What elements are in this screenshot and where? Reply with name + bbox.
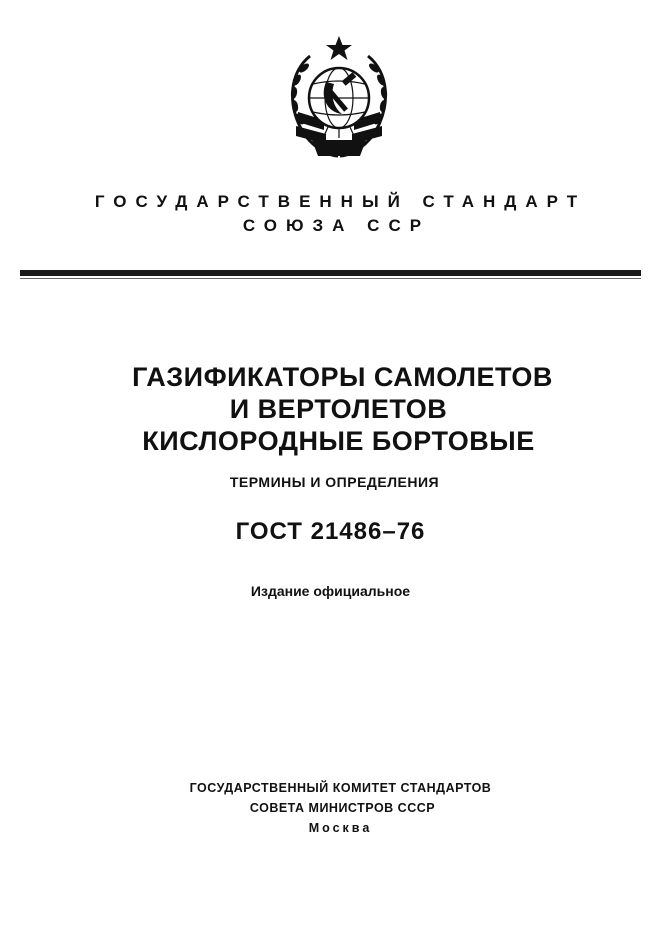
header-divider [20, 270, 641, 276]
standard-header-line2: СОЮЗА ССР [242, 216, 431, 235]
document-title-line3: КИСЛОРОДНЫЕ БОРТОВЫЕ [142, 426, 535, 456]
edition-label: Издание официальное [250, 583, 411, 599]
standard-header-line1: ГОСУДАРСТВЕННЫЙ СТАНДАРТ [94, 192, 587, 211]
standard-number: ГОСТ 21486–76 [235, 518, 426, 545]
document-title-line2: И ВЕРТОЛЕТОВ [229, 394, 448, 424]
document-subtitle: ТЕРМИНЫ И ОПРЕДЕЛЕНИЯ [229, 474, 440, 490]
ussr-state-emblem-icon [268, 34, 410, 162]
document-title-line1: ГАЗИФИКАТОРЫ САМОЛЕТОВ [132, 362, 553, 392]
publisher-city: Москва [308, 821, 373, 835]
publisher-line1: ГОСУДАРСТВЕННЫЙ КОМИТЕТ СТАНДАРТОВ [189, 781, 492, 795]
publisher-line2: СОВЕТА МИНИСТРОВ СССР [249, 801, 436, 815]
